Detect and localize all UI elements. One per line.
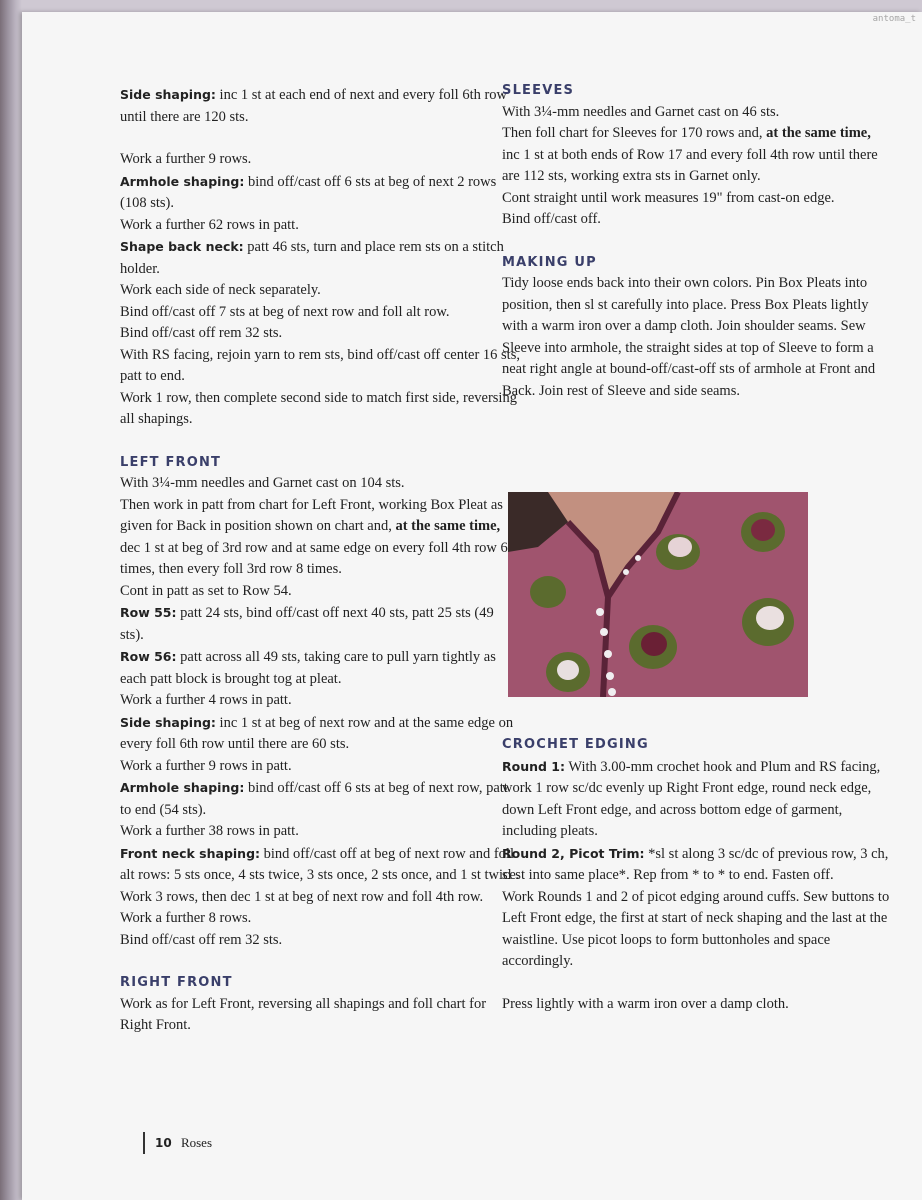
instruction-paragraph: [120, 646, 520, 690]
page-footer: [143, 1132, 212, 1154]
instruction-paragraph: [120, 908, 520, 930]
paragraph-gap: [120, 431, 520, 452]
instruction-text: With 3.00-mm crochet hook and Plum and RS facing, work 1 row sc/dc evenly up Right Front edge, round neck edge, down Left Front edge, and across bottom edge of garment, including pleats.: [502, 758, 881, 839]
section-heading: LEFT FRONT: [120, 454, 222, 470]
instruction-text: Work a further 9 rows in patt.: [120, 757, 292, 774]
right-column-bottom: [502, 734, 892, 1015]
instruction-text: Work a further 4 rows in patt.: [120, 692, 292, 708]
instruction-text: With 3¼-mm needles and Garnet cast on 46 sts.: [502, 103, 780, 120]
section-name: Roses: [180, 1135, 213, 1150]
instruction-text: Work a further 38 rows in patt.: [120, 823, 299, 839]
instruction-text: bind off/cast off at beg of next row and foll alt rows: 5 sts once, 4 sts twice, 3 sts once, 2 sts once, and 1 st twice.: [120, 845, 520, 883]
instruction-paragraph: [120, 84, 520, 128]
emphasis-text: at the same time,: [766, 125, 871, 141]
instruction-paragraph: [502, 887, 892, 973]
instruction-paragraph: [120, 843, 520, 887]
instruction-paragraph: [120, 756, 520, 778]
instruction-text: Work a further 62 rows in patt.: [120, 216, 299, 233]
instruction-paragraph: [120, 777, 520, 821]
instruction-paragraph: [502, 209, 892, 231]
instruction-paragraph: [120, 994, 520, 1037]
instruction-paragraph: [120, 171, 520, 215]
section-heading: RIGHT FRONT: [120, 975, 233, 990]
instruction-paragraph: [120, 930, 520, 952]
cardigan-photo: [508, 492, 808, 697]
instruction-label: Armhole shaping:: [120, 173, 245, 189]
instruction-paragraph: [502, 843, 892, 887]
paragraph-gap: [502, 231, 892, 252]
instruction-text: Then foll chart for Sleeves for 170 rows and,: [502, 125, 767, 141]
left-column: [120, 84, 520, 1037]
instruction-label: Row 56:: [120, 649, 177, 664]
instruction-paragraph: [120, 887, 520, 909]
paragraph-gap: [120, 128, 520, 149]
instruction-paragraph: [120, 280, 520, 302]
instruction-text: Bind off/cast off rem 32 sts.: [120, 325, 283, 341]
instruction-text: inc 1 st at each end of next and every foll 6th row until there are 120 sts.: [120, 87, 508, 125]
instruction-paragraph: [120, 149, 520, 171]
instruction-paragraph: [120, 302, 520, 324]
instruction-text: Bind off/cast off.: [502, 211, 601, 227]
instruction-paragraph: [120, 236, 520, 280]
instruction-label: Side shaping:: [120, 87, 216, 102]
instruction-paragraph: [502, 123, 892, 188]
instruction-paragraph: [120, 495, 520, 581]
instruction-paragraph: [120, 388, 520, 431]
instruction-label: Round 2, Picot Trim:: [502, 845, 645, 861]
paragraph-gap: [120, 951, 520, 972]
instruction-label: Front neck shaping:: [120, 845, 261, 861]
instruction-text: Work each side of neck separately.: [120, 282, 321, 298]
instruction-text: bind off/cast off 6 sts at beg of next 2 rows (108 sts).: [120, 173, 497, 211]
instruction-paragraph: [120, 215, 520, 237]
instruction-paragraph: [120, 712, 520, 756]
instruction-paragraph: [120, 602, 520, 646]
magazine-page: [22, 12, 922, 1200]
instruction-label: Round 1:: [502, 758, 566, 774]
section-heading: SLEEVES: [502, 83, 575, 98]
emphasis-text: at the same time,: [395, 518, 501, 534]
instruction-text: inc 1 st at beg of next row and at the same edge on every foll 6th row until there are 60 sts.: [120, 714, 514, 752]
instruction-paragraph: [120, 690, 520, 712]
instruction-text: With RS facing, rejoin yarn to rem sts, bind off/cast off center 16 sts, patt to end.: [120, 346, 520, 384]
instruction-paragraph: [502, 273, 892, 402]
instruction-text: Then work in patt from chart for Left Front, working Box Pleat as given for Back in position shown on chart and,: [120, 496, 503, 534]
instruction-text: Work a further 9 rows.: [120, 151, 252, 167]
instruction-label: Shape back neck:: [120, 239, 244, 254]
instruction-text: patt 24 sts, bind off/cast off next 40 sts, patt 25 sts (49 sts).: [120, 605, 494, 643]
instruction-label: Side shaping:: [120, 714, 216, 730]
section-heading: MAKING UP: [502, 254, 597, 270]
instruction-paragraph: [120, 821, 520, 843]
section-heading: CROCHET EDGING: [502, 737, 649, 752]
instruction-text: Work Rounds 1 and 2 of picot edging around cuffs. Sew buttons to Left Front edge, the first at start of neck shaping and the last at the waistline. Use picot loops to form buttonholes and space accordingly.: [502, 888, 890, 969]
instruction-paragraph: [120, 473, 520, 495]
instruction-text: bind off/cast off 6 sts at beg of next row, patt to end (54 sts).: [120, 780, 508, 818]
instruction-text: Bind off/cast off rem 32 sts.: [120, 931, 283, 948]
instruction-text: Work as for Left Front, reversing all shapings and foll chart for Right Front.: [120, 995, 487, 1033]
instruction-text: Cont straight until work measures 19" from cast-on edge.: [502, 189, 835, 206]
instruction-label: Armhole shaping:: [120, 780, 245, 795]
instruction-paragraph: [120, 581, 520, 603]
instruction-text: Work 1 row, then complete second side to match first side, reversing all shapings.: [120, 389, 517, 427]
instruction-text: patt 46 sts, turn and place rem sts on a stitch holder.: [120, 239, 504, 277]
instruction-paragraph: [502, 102, 892, 124]
watermark: antoma_t: [872, 14, 916, 24]
instruction-text: Cont in patt as set to Row 54.: [120, 582, 292, 599]
instruction-paragraph: [502, 756, 892, 843]
paragraph-gap: [502, 973, 892, 994]
instruction-text: patt across all 49 sts, taking care to pull yarn tightly as each patt block is brought tog at pleat.: [120, 649, 496, 687]
instruction-text: Work 3 rows, then dec 1 st at beg of next row and foll 4th row.: [120, 888, 484, 905]
instruction-text: With 3¼-mm needles and Garnet cast on 104 sts.: [120, 475, 405, 491]
page-number: 10: [155, 1136, 172, 1150]
instruction-label: Row 55:: [120, 605, 177, 620]
instruction-paragraph: [120, 323, 520, 345]
instruction-text: inc 1 st at both ends of Row 17 and every foll 4th row until there are 112 sts, working extra sts in Garnet only.: [502, 146, 878, 184]
instruction-paragraph: [502, 188, 892, 210]
instruction-text: Bind off/cast off 7 sts at beg of next row and foll alt row.: [120, 303, 450, 320]
right-column-top: [502, 80, 892, 402]
instruction-text: Tidy loose ends back into their own colors. Pin Box Pleats into position, then sl st carefully into place. Press Box Pleats lightly with a warm iron over a damp cloth. Join shoulder seams. Sew Sleeve into armhole, the straight sides at top of Sleeve to form a neat right angle at bound-off/cast-off sts of armhole at Front and Back. Join rest of Sleeve and side seams.: [502, 275, 876, 399]
instruction-text: *sl st along 3 sc/dc of previous row, 3 ch, sl st into same place*. Rep from * to * to end. Fasten off.: [502, 845, 889, 883]
instruction-text: Work a further 8 rows.: [120, 910, 252, 926]
instruction-text: Press lightly with a warm iron over a damp cloth.: [502, 995, 789, 1012]
instruction-paragraph: [502, 994, 892, 1016]
instruction-text: dec 1 st at beg of 3rd row and at same edge on every foll 4th row 6 times, then every foll 3rd row 8 times.: [120, 539, 508, 577]
instruction-paragraph: [120, 345, 520, 388]
